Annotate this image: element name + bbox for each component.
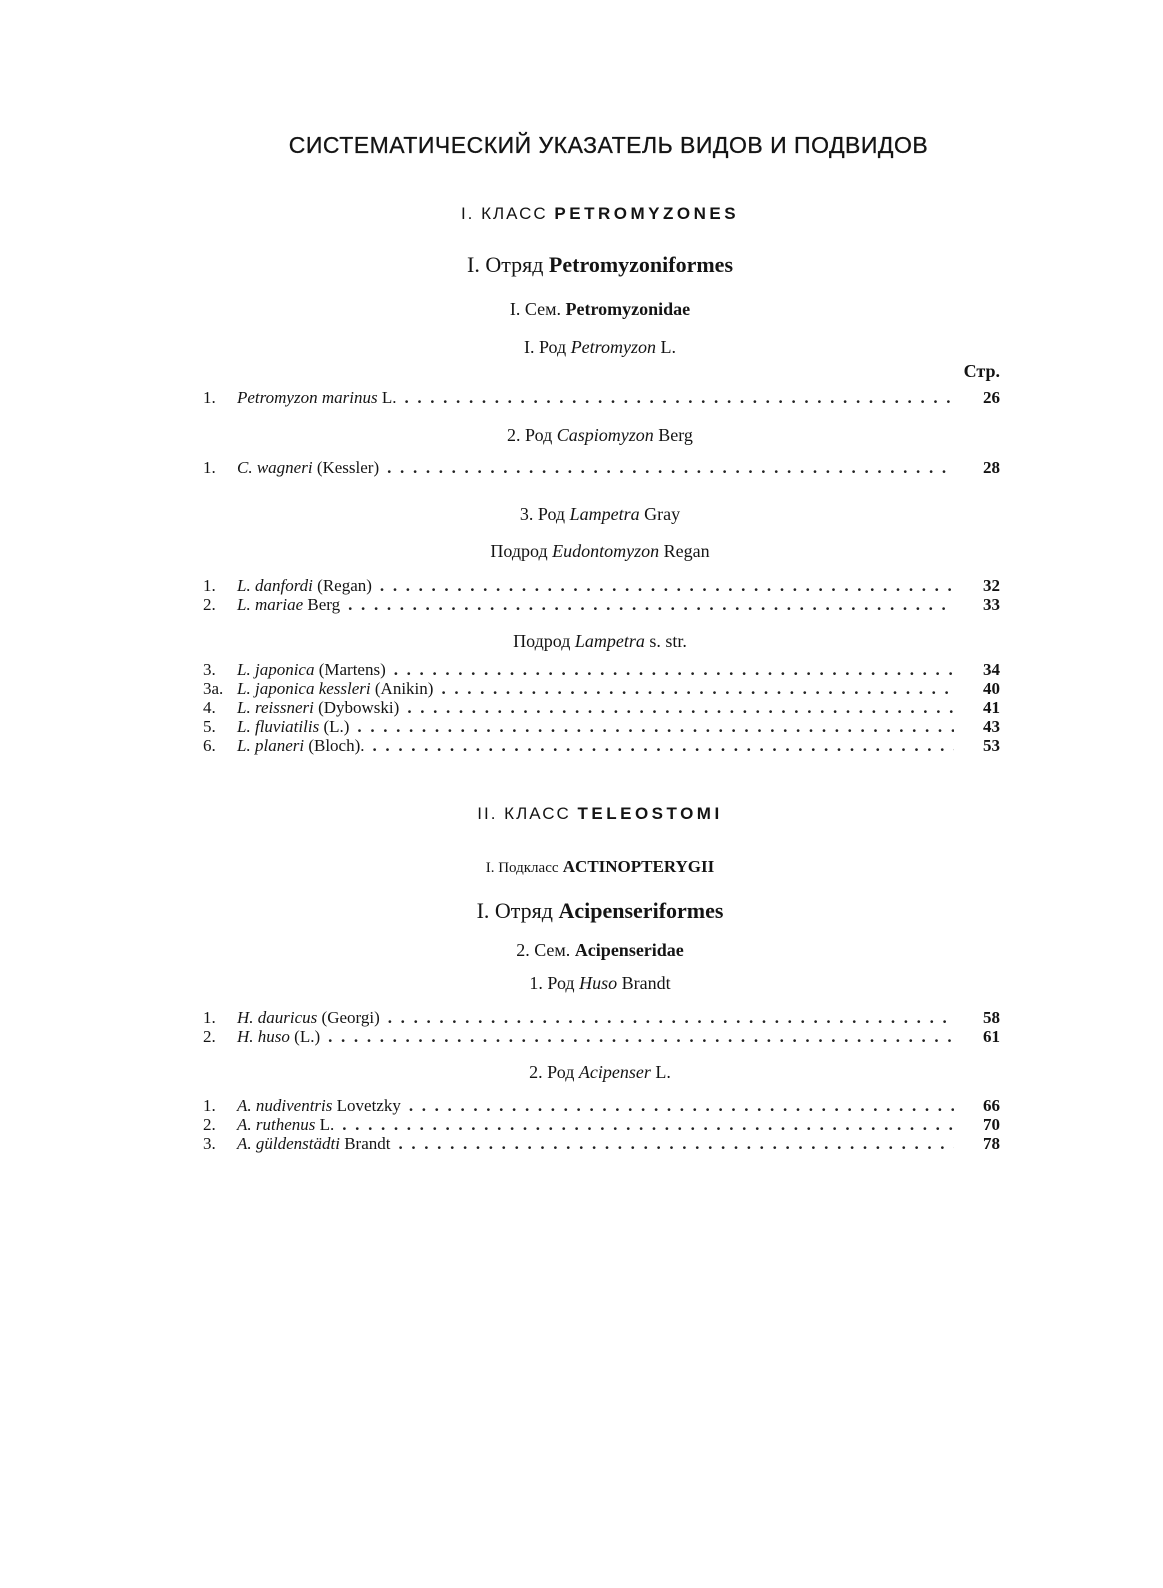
dot-leader bbox=[328, 1027, 954, 1046]
entry-species: marinus bbox=[321, 388, 378, 407]
entry-row bbox=[203, 1134, 1000, 1153]
entry-taxon bbox=[237, 595, 340, 614]
subclass-heading bbox=[0, 857, 1163, 877]
entry-number: 6. bbox=[203, 736, 216, 755]
genus-heading bbox=[0, 1062, 1163, 1083]
entry-author: Berg bbox=[307, 595, 341, 614]
dot-leader bbox=[441, 679, 954, 698]
genus-prefix: I. Род bbox=[523, 337, 567, 357]
entry-taxon bbox=[237, 388, 396, 407]
entry-genus: L. bbox=[237, 717, 251, 736]
entry-list bbox=[203, 388, 1000, 407]
order-heading bbox=[0, 252, 1163, 278]
subgenus-name: Lampetra bbox=[574, 631, 645, 651]
entry-author: (L.) bbox=[323, 717, 350, 736]
entry-author: (Martens) bbox=[318, 660, 386, 679]
entry-number: 5. bbox=[203, 717, 216, 736]
entry-genus: Petromyzon bbox=[237, 388, 318, 407]
entry-genus: A. bbox=[237, 1134, 252, 1153]
entry-number: 2. bbox=[203, 595, 216, 614]
entry-species: güldenstädti bbox=[255, 1134, 340, 1153]
class-heading bbox=[0, 804, 1163, 824]
entry-number: 1. bbox=[203, 1008, 216, 1027]
entry-species: nudiventris bbox=[255, 1096, 333, 1115]
genus-prefix: 3. Род bbox=[519, 504, 566, 524]
order-prefix: I. Отряд bbox=[476, 898, 553, 923]
entry-species: japonica bbox=[254, 660, 315, 679]
page-column-label: Стр. bbox=[963, 361, 1000, 381]
genus-prefix: 2. Род bbox=[529, 1062, 575, 1082]
entry-author: (Bloch). bbox=[308, 736, 365, 755]
entry-author: (Regan) bbox=[317, 576, 372, 595]
entry-species: fluviatilis bbox=[254, 717, 320, 736]
entry-author: Lovetzky bbox=[336, 1096, 401, 1115]
entry-row bbox=[203, 458, 1000, 477]
entry-species: reissneri bbox=[254, 698, 314, 717]
dot-leader bbox=[404, 388, 954, 407]
entry-list bbox=[203, 576, 1000, 614]
subgenus-heading bbox=[0, 541, 1163, 562]
genus-author: Gray bbox=[644, 504, 681, 524]
subgenus-author: s. str. bbox=[649, 631, 687, 651]
genus-name: Huso bbox=[579, 973, 618, 993]
entry-species: planeri bbox=[254, 736, 305, 755]
subgenus-prefix: Подрод bbox=[490, 541, 548, 561]
entry-species: japonica kessleri bbox=[254, 679, 371, 698]
genus-name: Petromyzon bbox=[570, 337, 657, 357]
dot-leader bbox=[398, 1134, 954, 1153]
class-heading bbox=[0, 204, 1163, 224]
entry-row bbox=[203, 698, 1000, 717]
order-name: Acipenseriformes bbox=[558, 898, 724, 923]
genus-author: Berg bbox=[658, 425, 693, 445]
subgenus-author: Regan bbox=[663, 541, 710, 561]
entry-row bbox=[203, 1027, 1000, 1046]
entry-row bbox=[203, 736, 1000, 755]
entry-number: 1. bbox=[203, 576, 216, 595]
entry-page: 53 bbox=[983, 736, 1000, 755]
entry-page: 43 bbox=[983, 717, 1000, 736]
entry-taxon bbox=[237, 679, 433, 698]
entry-page: 33 bbox=[983, 595, 1000, 614]
dot-leader bbox=[373, 736, 954, 755]
entry-genus: L. bbox=[237, 736, 251, 755]
entry-taxon bbox=[237, 660, 386, 679]
entry-genus: L. bbox=[237, 595, 251, 614]
class-prefix: I. КЛАСС bbox=[460, 204, 548, 223]
entry-page: 26 bbox=[983, 388, 1000, 407]
genus-prefix: 2. Род bbox=[507, 425, 553, 445]
entry-number: 3. bbox=[203, 660, 216, 679]
entry-species: huso bbox=[257, 1027, 290, 1046]
entry-taxon bbox=[237, 576, 372, 595]
dot-leader bbox=[409, 1096, 954, 1115]
subgenus-heading bbox=[0, 631, 1163, 652]
family-name: Acipenseridae bbox=[574, 940, 684, 960]
entry-genus: C. bbox=[237, 458, 253, 477]
entry-list bbox=[203, 458, 1000, 477]
entry-taxon bbox=[237, 1134, 390, 1153]
genus-name: Acipenser bbox=[578, 1062, 651, 1082]
genus-heading bbox=[0, 973, 1163, 994]
dot-leader bbox=[407, 698, 954, 717]
entry-genus: H. bbox=[237, 1008, 254, 1027]
entry-genus: L. bbox=[237, 576, 251, 595]
entry-number: 2. bbox=[203, 1027, 216, 1046]
entry-row bbox=[203, 1096, 1000, 1115]
genus-name: Caspiomyzon bbox=[556, 425, 654, 445]
entry-taxon bbox=[237, 736, 365, 755]
entry-taxon bbox=[237, 1027, 320, 1046]
entry-row bbox=[203, 660, 1000, 679]
family-heading bbox=[0, 940, 1163, 961]
entry-number: 2. bbox=[203, 1115, 216, 1134]
entry-row bbox=[203, 679, 1000, 698]
entry-genus: H. bbox=[237, 1027, 254, 1046]
entry-author: Brandt bbox=[344, 1134, 391, 1153]
entry-species: dauricus bbox=[257, 1008, 318, 1027]
dot-leader bbox=[388, 1008, 954, 1027]
entry-page: 70 bbox=[983, 1115, 1000, 1134]
genus-name: Lampetra bbox=[569, 504, 640, 524]
entry-genus: L. bbox=[237, 679, 251, 698]
dot-leader bbox=[348, 595, 954, 614]
entry-taxon bbox=[237, 1008, 380, 1027]
dot-leader bbox=[387, 458, 954, 477]
subclass-prefix: I. Подкласс bbox=[485, 860, 559, 876]
entry-page: 66 bbox=[983, 1096, 1000, 1115]
genus-heading bbox=[0, 337, 1163, 358]
genus-author: Brandt bbox=[621, 973, 671, 993]
entry-number: 3. bbox=[203, 1134, 216, 1153]
entry-row bbox=[203, 1008, 1000, 1027]
dot-leader bbox=[357, 717, 954, 736]
subgenus-name: Eudontomyzon bbox=[552, 541, 660, 561]
class-name: TELEOSTOMI bbox=[577, 804, 723, 823]
entry-row bbox=[203, 1115, 1000, 1134]
entry-author: L. bbox=[319, 1115, 335, 1134]
genus-prefix: 1. Род bbox=[529, 973, 575, 993]
entry-page: 32 bbox=[983, 576, 1000, 595]
genus-heading bbox=[0, 425, 1163, 446]
entry-list bbox=[203, 1096, 1000, 1153]
entry-species: wagneri bbox=[256, 458, 313, 477]
entry-taxon bbox=[237, 698, 399, 717]
entry-genus: L. bbox=[237, 660, 251, 679]
entry-page: 34 bbox=[983, 660, 1000, 679]
entry-author: (Kessler) bbox=[316, 458, 380, 477]
family-name: Petromyzonidae bbox=[565, 299, 691, 319]
family-prefix: 2. Сем. bbox=[516, 940, 571, 960]
class-name: PETROMYZONES bbox=[554, 204, 740, 223]
entry-taxon bbox=[237, 1115, 334, 1134]
class-prefix: II. КЛАСС bbox=[477, 804, 571, 823]
entry-number: 1. bbox=[203, 388, 216, 407]
genus-author: L. bbox=[655, 1062, 671, 1082]
page-title: СИСТЕМАТИЧЕСКИЙ УКАЗАТЕЛЬ ВИДОВ И ПОДВИДОВ bbox=[288, 132, 929, 158]
dot-leader bbox=[394, 660, 954, 679]
entry-page: 61 bbox=[983, 1027, 1000, 1046]
entry-genus: A. bbox=[237, 1115, 252, 1134]
entry-list bbox=[203, 1008, 1000, 1046]
entry-species: mariae bbox=[254, 595, 304, 614]
dot-leader bbox=[380, 576, 954, 595]
entry-number: 1. bbox=[203, 458, 216, 477]
order-name: Petromyzoniformes bbox=[548, 252, 733, 277]
entry-page: 28 bbox=[983, 458, 1000, 477]
family-prefix: I. Сем. bbox=[509, 299, 561, 319]
entry-species: ruthenus bbox=[255, 1115, 316, 1134]
entry-author: (Dybowski) bbox=[318, 698, 400, 717]
order-prefix: I. Отряд bbox=[467, 252, 544, 277]
subgenus-prefix: Подрод bbox=[513, 631, 571, 651]
entry-page: 40 bbox=[983, 679, 1000, 698]
entry-taxon bbox=[237, 1096, 401, 1115]
entry-genus: A. bbox=[237, 1096, 252, 1115]
entry-row bbox=[203, 595, 1000, 614]
entry-number: 3a. bbox=[203, 679, 224, 698]
entry-species: danfordi bbox=[254, 576, 313, 595]
entry-row bbox=[203, 576, 1000, 595]
entry-taxon bbox=[237, 717, 349, 736]
subclass-name: ACTINOPTERYGII bbox=[562, 857, 715, 876]
genus-author: L. bbox=[660, 337, 677, 357]
entry-row bbox=[203, 717, 1000, 736]
entry-genus: L. bbox=[237, 698, 251, 717]
entry-list bbox=[203, 660, 1000, 755]
entry-author: (L.) bbox=[294, 1027, 321, 1046]
dot-leader bbox=[342, 1115, 954, 1134]
entry-author: (Georgi) bbox=[321, 1008, 380, 1027]
entry-number: 4. bbox=[203, 698, 216, 717]
entry-author: (Anikin) bbox=[374, 679, 434, 698]
entry-row bbox=[203, 388, 1000, 407]
family-heading bbox=[0, 299, 1163, 320]
entry-author: L. bbox=[381, 388, 397, 407]
genus-heading bbox=[0, 504, 1163, 525]
entry-page: 41 bbox=[983, 698, 1000, 717]
entry-page: 58 bbox=[983, 1008, 1000, 1027]
entry-number: 1. bbox=[203, 1096, 216, 1115]
entry-page: 78 bbox=[983, 1134, 1000, 1153]
entry-taxon bbox=[237, 458, 379, 477]
order-heading bbox=[0, 898, 1163, 924]
